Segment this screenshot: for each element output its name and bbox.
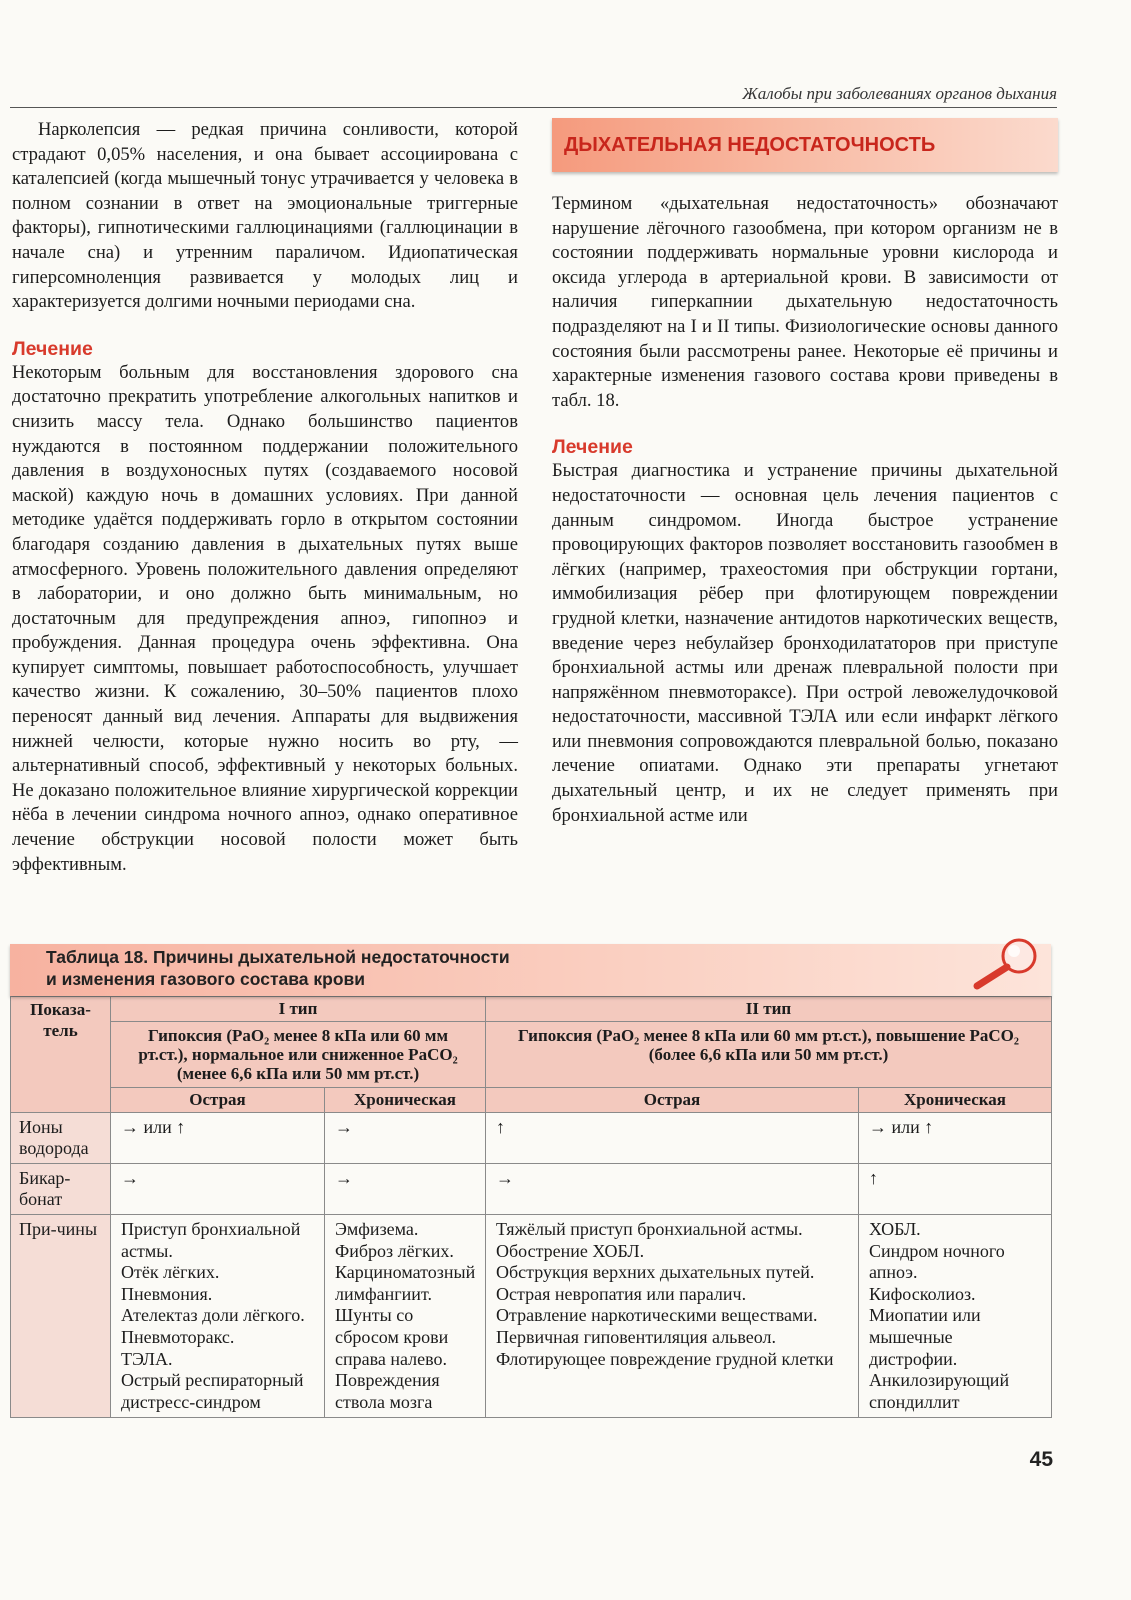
table-caption-line2: и изменения газового состава крови xyxy=(46,969,366,989)
respiratory-failure-table xyxy=(10,996,1052,1418)
causes-t1-chronic xyxy=(325,1215,486,1418)
section-heading-band xyxy=(552,118,1058,172)
hydrogen-t2-chronic: → или ↑ xyxy=(859,1113,1052,1164)
type1-description: Гипоксия (PaO₂ менее 8 кПа или 60 мм рт.ст.), нормальное или сниженное PaCO₂ (менее 6,6 кПа или 50 мм рт.ст.) xyxy=(111,1022,486,1088)
cause-item: ТЭЛА. xyxy=(121,1348,173,1369)
running-head: Жалобы при заболеваниях органов дыхания xyxy=(10,84,1057,108)
table-caption-line1: Таблица 18. Причины дыхательной недостаточности xyxy=(46,947,510,967)
cause-item: Отравление наркотическими веществами. xyxy=(496,1305,818,1326)
causes-t2-acute xyxy=(486,1215,859,1418)
table-row xyxy=(11,1164,1052,1215)
cause-item: Отёк лёгких. xyxy=(121,1262,220,1283)
type1-chronic-header: Хроническая xyxy=(325,1088,486,1113)
table-row xyxy=(11,1113,1052,1164)
cause-item: Обструкция верхних дыхательных путей. xyxy=(496,1262,815,1283)
type1-acute-header: Острая xyxy=(111,1088,325,1113)
causes-t1-acute xyxy=(111,1215,325,1418)
cause-item: Повреждения ствола мозга xyxy=(335,1370,440,1412)
left-column xyxy=(12,118,518,877)
type2-header: II тип xyxy=(486,997,1052,1022)
page-number: 45 xyxy=(1029,1448,1053,1471)
indicator-header: Показа-тель xyxy=(11,997,111,1113)
cause-item: Острый респираторный дистресс-синдром xyxy=(121,1370,304,1412)
type2-acute-header: Острая xyxy=(486,1088,859,1113)
cause-item: Пневмония. xyxy=(121,1283,213,1304)
cause-item: Фиброз лёгких. xyxy=(335,1240,454,1261)
hydrogen-t1-acute: → или ↑ xyxy=(111,1113,325,1164)
cause-item: Кифосколиоз. xyxy=(869,1283,976,1304)
narcolepsy-paragraph: Нарколепсия — редкая причина сонливости, которой страдают 0,05% населения, и она бывает ассоциирована с каталепсией (когда мышечный тонус утрачивается у человека в полном сознании в ответ на эмоциональные триггерные факторы), гипнотическими галлюцинациями (галлюцинации в начале сна) и утренним параличом. Идиопатическая гиперсомноленция развивается у молодых лиц и характеризуется долгими ночными периодами сна. xyxy=(12,119,518,313)
right-treatment-paragraph: Быстрая диагностика и устранение причины дыхательной недостаточности — основная цель лечения пациентов с данным синдромом. Иногда быстрое устранение провоцирующих факторов позволяет восстановить газообмен в лёгких (например, трахеостомия при обструкции гортани, иммобилизация рёбер при флотирующем повреждении грудной клетки, назначение антидотов наркотических веществ, введение через небулайзер бронходилататоров при приступе бронхиальной астмы или дренаж плевральной полости при напряжённом пневмотораксе). При острой левожелудочковой недостаточности, массивной ТЭЛА или если инфаркт лёгкого или пневмония сопровождаются плевральной болью, показано лечение опиатами. Однако эти препараты угнетают дыхательный центр, и их не следует применять при бронхиальной астме или xyxy=(552,460,1058,826)
table-row xyxy=(11,1215,1052,1418)
hydrogen-t2-acute: ↑ xyxy=(486,1113,859,1164)
cause-item: Тяжёлый приступ бронхиальной астмы. xyxy=(496,1219,803,1239)
table-caption xyxy=(10,944,1051,996)
bicarbonate-t2-chronic: ↑ xyxy=(859,1164,1052,1215)
left-treatment-heading: Лечение xyxy=(12,337,93,360)
row-label-hydrogen: Ионы водорода xyxy=(11,1113,111,1164)
right-treatment-heading: Лечение xyxy=(552,436,633,459)
type2-chronic-header: Хроническая xyxy=(859,1088,1052,1113)
table-18 xyxy=(10,944,1051,1418)
left-treatment-paragraph: Некоторым больным для восстановления здорового сна достаточно прекратить употребление алкогольных напитков и снизить массу тела. Однако большинство пациентов нуждаются в постоянном поддержании положительного давления в воздухоносных путях (создаваемого носовой маской) каждую ночь в домашних условиях. При данной методике удаётся поддерживать горло в открытом состоянии благодаря созданию давления в дыхательных путях выше атмосферного. Уровень положительного давления определяют в лаборатории, и оно должно быть минимальным, но достаточным для предупреждения апноэ, гипопноэ и пробуждения. Данная процедура очень эффективна. Она купирует симптомы, повышает работоспособность, улучшает качество жизни. К сожалению, 30–50% пациентов плохо переносят данный вид лечения. Аппараты для выдвижения нижней челюсти, которые нужно носить во рту, — альтернативный способ, эффективный у некоторых больных. Не доказано положительное влияние хирургической коррекции нёба в лечении синдрома ночного апноэ, однако оперативное лечение обструкции носовой полости может быть эффективным. xyxy=(12,361,518,875)
row-label-bicarbonate: Бикар-бонат xyxy=(11,1164,111,1215)
cause-item: Карциноматозный лимфангиит. xyxy=(335,1262,476,1304)
cause-item: Ателектаз доли лёгкого. xyxy=(121,1305,305,1326)
magnifier-icon xyxy=(967,936,1043,992)
cause-item: Обострение ХОБЛ. xyxy=(496,1240,645,1261)
bicarbonate-t2-acute: → xyxy=(486,1164,859,1215)
cause-item: ХОБЛ. xyxy=(869,1219,921,1239)
cause-item: Острая невропатия или паралич. xyxy=(496,1283,747,1304)
cause-item: Синдром ночного апноэ. xyxy=(869,1240,1005,1283)
bicarbonate-t1-chronic: → xyxy=(325,1164,486,1215)
type2-description: Гипоксия (PaO₂ менее 8 кПа или 60 мм рт.ст.), повышение PaCO₂ (более 6,6 кПа или 50 мм рт.ст.) xyxy=(486,1022,1052,1088)
definition-paragraph: Термином «дыхательная недостаточность» обозначают нарушение лёгочного газообмена, при котором организм не в состоянии поддерживать нормальные уровни кислорода и оксида углерода в артериальной крови. В зависимости от наличия гиперкапнии дыхательную недостаточность подразделяют на I и II типы. Физиологические основы данного состояния были рассмотрены ранее. Некоторые её причины и характерные изменения газового состава крови приведены в табл. 18. xyxy=(552,193,1058,411)
cause-item: Пневмоторакс. xyxy=(121,1326,235,1347)
right-column xyxy=(552,118,1058,828)
type1-header: I тип xyxy=(111,997,486,1022)
cause-item: Первичная гиповентиляция альвеол. xyxy=(496,1326,777,1347)
causes-t2-chronic xyxy=(859,1215,1052,1418)
section-title: ДЫХАТЕЛЬНАЯ НЕДОСТАТОЧНОСТЬ xyxy=(564,133,936,156)
row-label-causes: При-чины xyxy=(11,1215,111,1418)
cause-item: Миопатии или мышечные дистрофии. xyxy=(869,1305,981,1369)
cause-item: Анкилозирующий спондиллит xyxy=(869,1370,1010,1412)
cause-item: Флотирующее повреждение грудной клетки xyxy=(496,1348,834,1369)
cause-item: Эмфизема. xyxy=(335,1219,419,1239)
cause-item: Шунты со сбросом крови справа налево. xyxy=(335,1305,449,1369)
bicarbonate-t1-acute: → xyxy=(111,1164,325,1215)
cause-item: Приступ бронхиальной астмы. xyxy=(121,1219,301,1261)
hydrogen-t1-chronic: → xyxy=(325,1113,486,1164)
